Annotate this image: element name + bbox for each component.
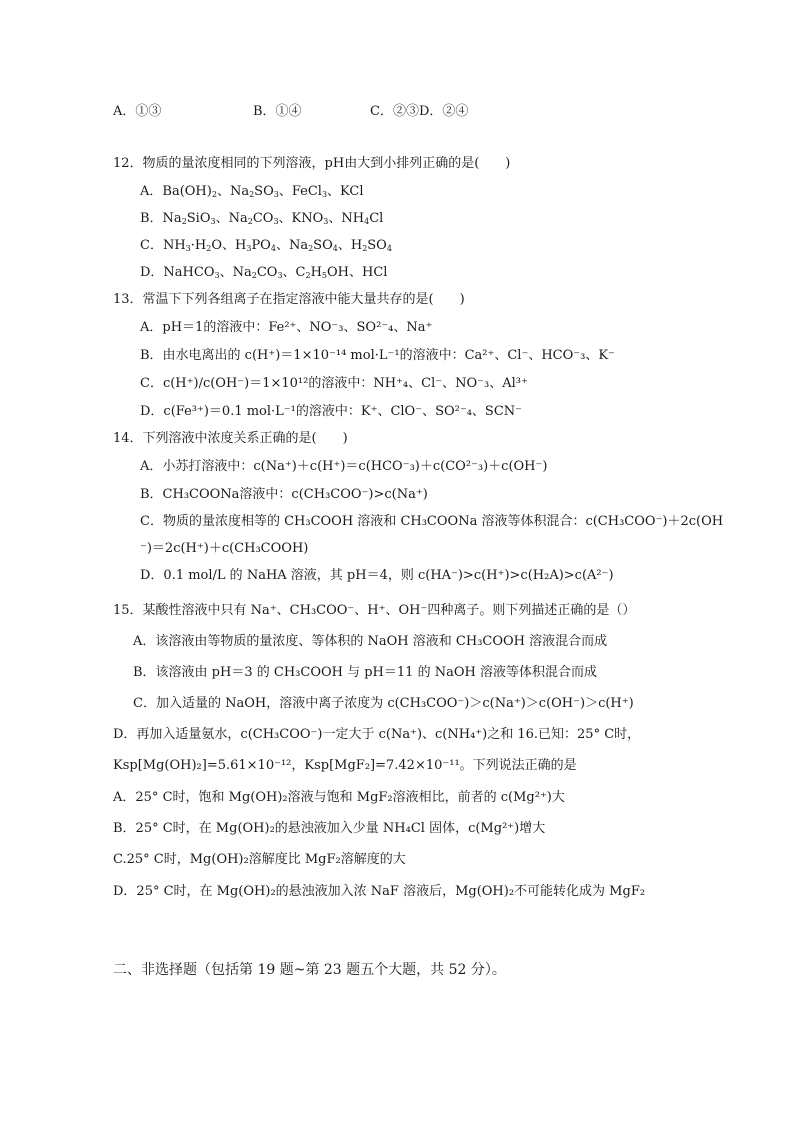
q13-stem: 13．常温下下列各组离子在指定溶液中能大量共存的是( ) — [113, 292, 465, 307]
q14-stem: 14．下列溶液中浓度关系正确的是( ) — [113, 431, 348, 446]
q14-option-b: B．CH₃COONa溶液中：c(CH₃COO⁻)>c(Na⁺) — [140, 487, 428, 502]
q16-option-a: A．25° C时，饱和 Mg(OH)₂溶液与饱和 MgF₂溶液相比，前者的 c(Mg²⁺)大 — [113, 790, 565, 805]
q15-option-c: C．加入适量的 NaOH，溶液中离子浓度为 c(CH₃COO⁻)＞c(Na⁺)＞c(OH⁻)＞c(H⁺) — [133, 696, 634, 711]
q16-option-b: B．25° C时，在 Mg(OH)₂的悬浊液加入少量 NH₄Cl 固体，c(Mg²⁺)增大 — [113, 821, 546, 836]
q14-option-c-line1: C．物质的量浓度相等的 CH₃COOH 溶液和 CH₃COONa 溶液等体积混合：c(CH₃COO⁻)＋2c(OH — [140, 514, 724, 529]
q15-option-d: D．再加入适量氨水，c(CH₃COO⁻)一定大于 c(Na⁺)、c(NH₄⁺)之和 16.已知：25° C时， — [113, 727, 641, 742]
q11-choice-b: B．①④ — [253, 104, 302, 119]
q11-choice-cd: C．②③D．②④ — [370, 104, 469, 119]
q13-option-b: B．由水电离出的 c(H⁺)＝1×10⁻¹⁴ mol·L⁻¹的溶液中：Ca²⁺、Cl⁻、HCO⁻₃、K⁻ — [140, 348, 615, 363]
q14-option-a: A．小苏打溶液中：c(Na⁺)＋c(H⁺)＝c(HCO⁻₃)＋c(CO²⁻₃)＋c(OH⁻) — [140, 459, 548, 474]
q12-option-a: A．$Ba(OH)_2$、$Na_2SO_3$、FeCl$_3$、KCl — [140, 184, 364, 199]
q16-option-d: D．25° C时，在 Mg(OH)₂的悬浊液加入浓 NaF 溶液后，Mg(OH)₂不可能转化成为 MgF₂ — [113, 884, 646, 899]
q14-option-c-line2: ⁻)＝2c(H⁺)＋c(CH₃COOH) — [140, 541, 309, 556]
q16-ksp-line: Ksp[Mg(OH)₂]=5.61×10⁻¹²，Ksp[MgF₂]=7.42×10⁻¹¹。下列说法正确的是 — [113, 758, 577, 773]
q12-stem: 12．物质的量浓度相同的下列溶液，pH由大到小排列正确的是( ) — [113, 156, 511, 171]
q11-choice-a: A．①③ — [113, 104, 162, 119]
q12-option-b: B．$Na_2SiO_3$、$Na_2CO_3$、$KNO_3$、$NH_4Cl$ — [140, 211, 384, 226]
q12-option-d: D．NaHCO$_3$、$Na_2CO_3$、$C_2H_5OH$、HCl — [140, 265, 388, 280]
q12-option-c: C．$NH_3\cdot H_2O$、$H_3PO_4$、$Na_2SO_4$、$H_2SO_4$ — [140, 238, 392, 253]
q16-option-c: C.25° C时，Mg(OH)₂溶解度比 MgF₂溶解度的大 — [113, 852, 406, 867]
q14-option-d: D．0.1 mol/L 的 NaHA 溶液，其 pH＝4，则 c(HA⁻)>c(H⁺)>c(H₂A)>c(A²⁻) — [140, 568, 614, 583]
q15-option-b: B．该溶液由 pH＝3 的 CH₃COOH 与 pH＝11 的 NaOH 溶液等体积混合而成 — [133, 665, 597, 680]
q15-stem: 15．某酸性溶液中只有 Na⁺、CH₃COO⁻、H⁺、OH⁻四种离子。则下列描述正确的是（） — [113, 603, 636, 618]
q13-option-a: A．pH＝1的溶液中：Fe²⁺、NO⁻₃、SO²⁻₄、Na⁺ — [140, 320, 433, 335]
q13-option-d: D．c(Fe³⁺)＝0.1 mol·L⁻¹的溶液中：K⁺、ClO⁻、SO²⁻₄、SCN⁻ — [140, 404, 523, 419]
q15-option-a: A．该溶液由等物质的量浓度、等体积的 NaOH 溶液和 CH₃COOH 溶液混合而成 — [133, 634, 608, 649]
section-heading: 二、非选择题（包括第 19 题~第 23 题五个大题，共 52 分）。 — [113, 962, 506, 978]
q13-option-c: C．c(H⁺)/c(OH⁻)＝1×10¹²的溶液中：NH⁺₄、Cl⁻、NO⁻₃、Al³⁺ — [140, 376, 528, 391]
